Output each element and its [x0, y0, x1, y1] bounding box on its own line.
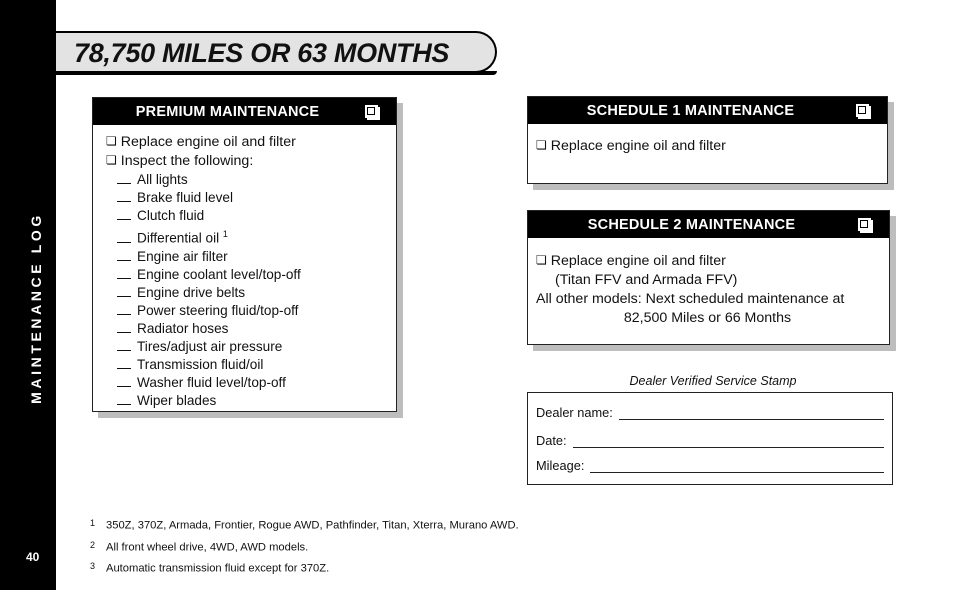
blank-line [117, 339, 131, 351]
inspect-item: Washer fluid level/top-off [106, 374, 396, 392]
inspect-item: Radiator hoses [106, 320, 396, 338]
schedule-2-box [527, 210, 890, 345]
page-title: 78,750 MILES OR 63 MONTHS [74, 38, 450, 68]
task-item: ❏ Replace engine oil and filter [536, 137, 887, 156]
blank-line [117, 357, 131, 369]
schedule-2-header [528, 211, 889, 238]
schedule-1-box [527, 96, 888, 184]
inspect-item: Transmission fluid/oil [106, 356, 396, 374]
inspect-item: Power steering fluid/top-off [106, 302, 396, 320]
dealer-stamp-box [527, 392, 893, 485]
dealer-name-field[interactable] [619, 406, 884, 420]
mileage-label: Mileage: [536, 458, 585, 473]
date-label: Date: [536, 433, 567, 448]
section-label: MAINTENANCE LOG [28, 212, 44, 404]
footnote: 2 All front wheel drive, 4WD, AWD models. [90, 539, 309, 554]
inspect-item: Engine drive belts [106, 284, 396, 302]
premium-maintenance-header [93, 98, 396, 125]
checkbox-icon[interactable] [365, 105, 378, 118]
task-item: ❏ Replace engine oil and filter [106, 133, 396, 152]
blank-line [117, 172, 131, 184]
blank-line [117, 303, 131, 315]
stamp-caption: Dealer Verified Service Stamp [629, 374, 797, 388]
mileage-field[interactable] [590, 459, 884, 473]
dealer-name-row [536, 405, 884, 420]
schedule-2-title: SCHEDULE 2 MAINTENANCE [587, 216, 796, 233]
inspect-item: Brake fluid level [106, 189, 396, 207]
date-field[interactable] [573, 434, 884, 448]
inspect-item: Engine coolant level/top-off [106, 266, 396, 284]
blank-line [117, 190, 131, 202]
premium-maintenance-box [92, 97, 397, 412]
side-bar [0, 0, 56, 590]
task-item: ❏ Inspect the following: [106, 152, 396, 171]
other-models-note: All other models: Next scheduled maintenance at [536, 291, 845, 307]
title-banner [56, 31, 497, 73]
inspect-item: Tires/adjust air pressure [106, 338, 396, 356]
page-number: 40 [26, 550, 40, 564]
blank-line [117, 321, 131, 333]
inspect-item: Differential oil $^1$ [106, 225, 396, 248]
next-maintenance: 82,500 Miles or 66 Months [623, 310, 792, 326]
inspect-item: All lights [106, 171, 396, 189]
footnote: 1 350Z, 370Z, Armada, Frontier, Rogue AWD, Pathfinder, Titan, Xterra, Murano AWD. [90, 518, 519, 532]
footnote-ref: 1 [222, 229, 228, 239]
inspect-item: Wiper blades [106, 392, 396, 410]
task-note: (Titan FFV and Armada FFV) [555, 272, 738, 288]
checkbox-icon[interactable] [858, 218, 871, 231]
checkbox-icon[interactable] [856, 104, 869, 117]
schedule-1-header [528, 97, 887, 124]
blank-line [117, 208, 131, 220]
blank-line [117, 393, 131, 405]
task-item: ❏ Replace engine oil and filter [536, 252, 889, 271]
footnote: 3 Automatic transmission fluid except for 370Z. [90, 561, 330, 576]
blank-line [117, 249, 131, 261]
inspect-item: Engine air filter [106, 248, 396, 266]
blank-line [117, 267, 131, 279]
footnotes [90, 513, 519, 578]
schedule-1-title: SCHEDULE 1 MAINTENANCE [586, 102, 795, 119]
inspect-item: Clutch fluid [106, 207, 396, 225]
premium-maintenance-title: PREMIUM MAINTENANCE [135, 103, 320, 120]
blank-line [117, 375, 131, 387]
mileage-row [536, 458, 884, 473]
blank-line [117, 231, 131, 243]
date-row [536, 433, 884, 448]
blank-line [117, 285, 131, 297]
dealer-name-label: Dealer name: [536, 405, 613, 420]
